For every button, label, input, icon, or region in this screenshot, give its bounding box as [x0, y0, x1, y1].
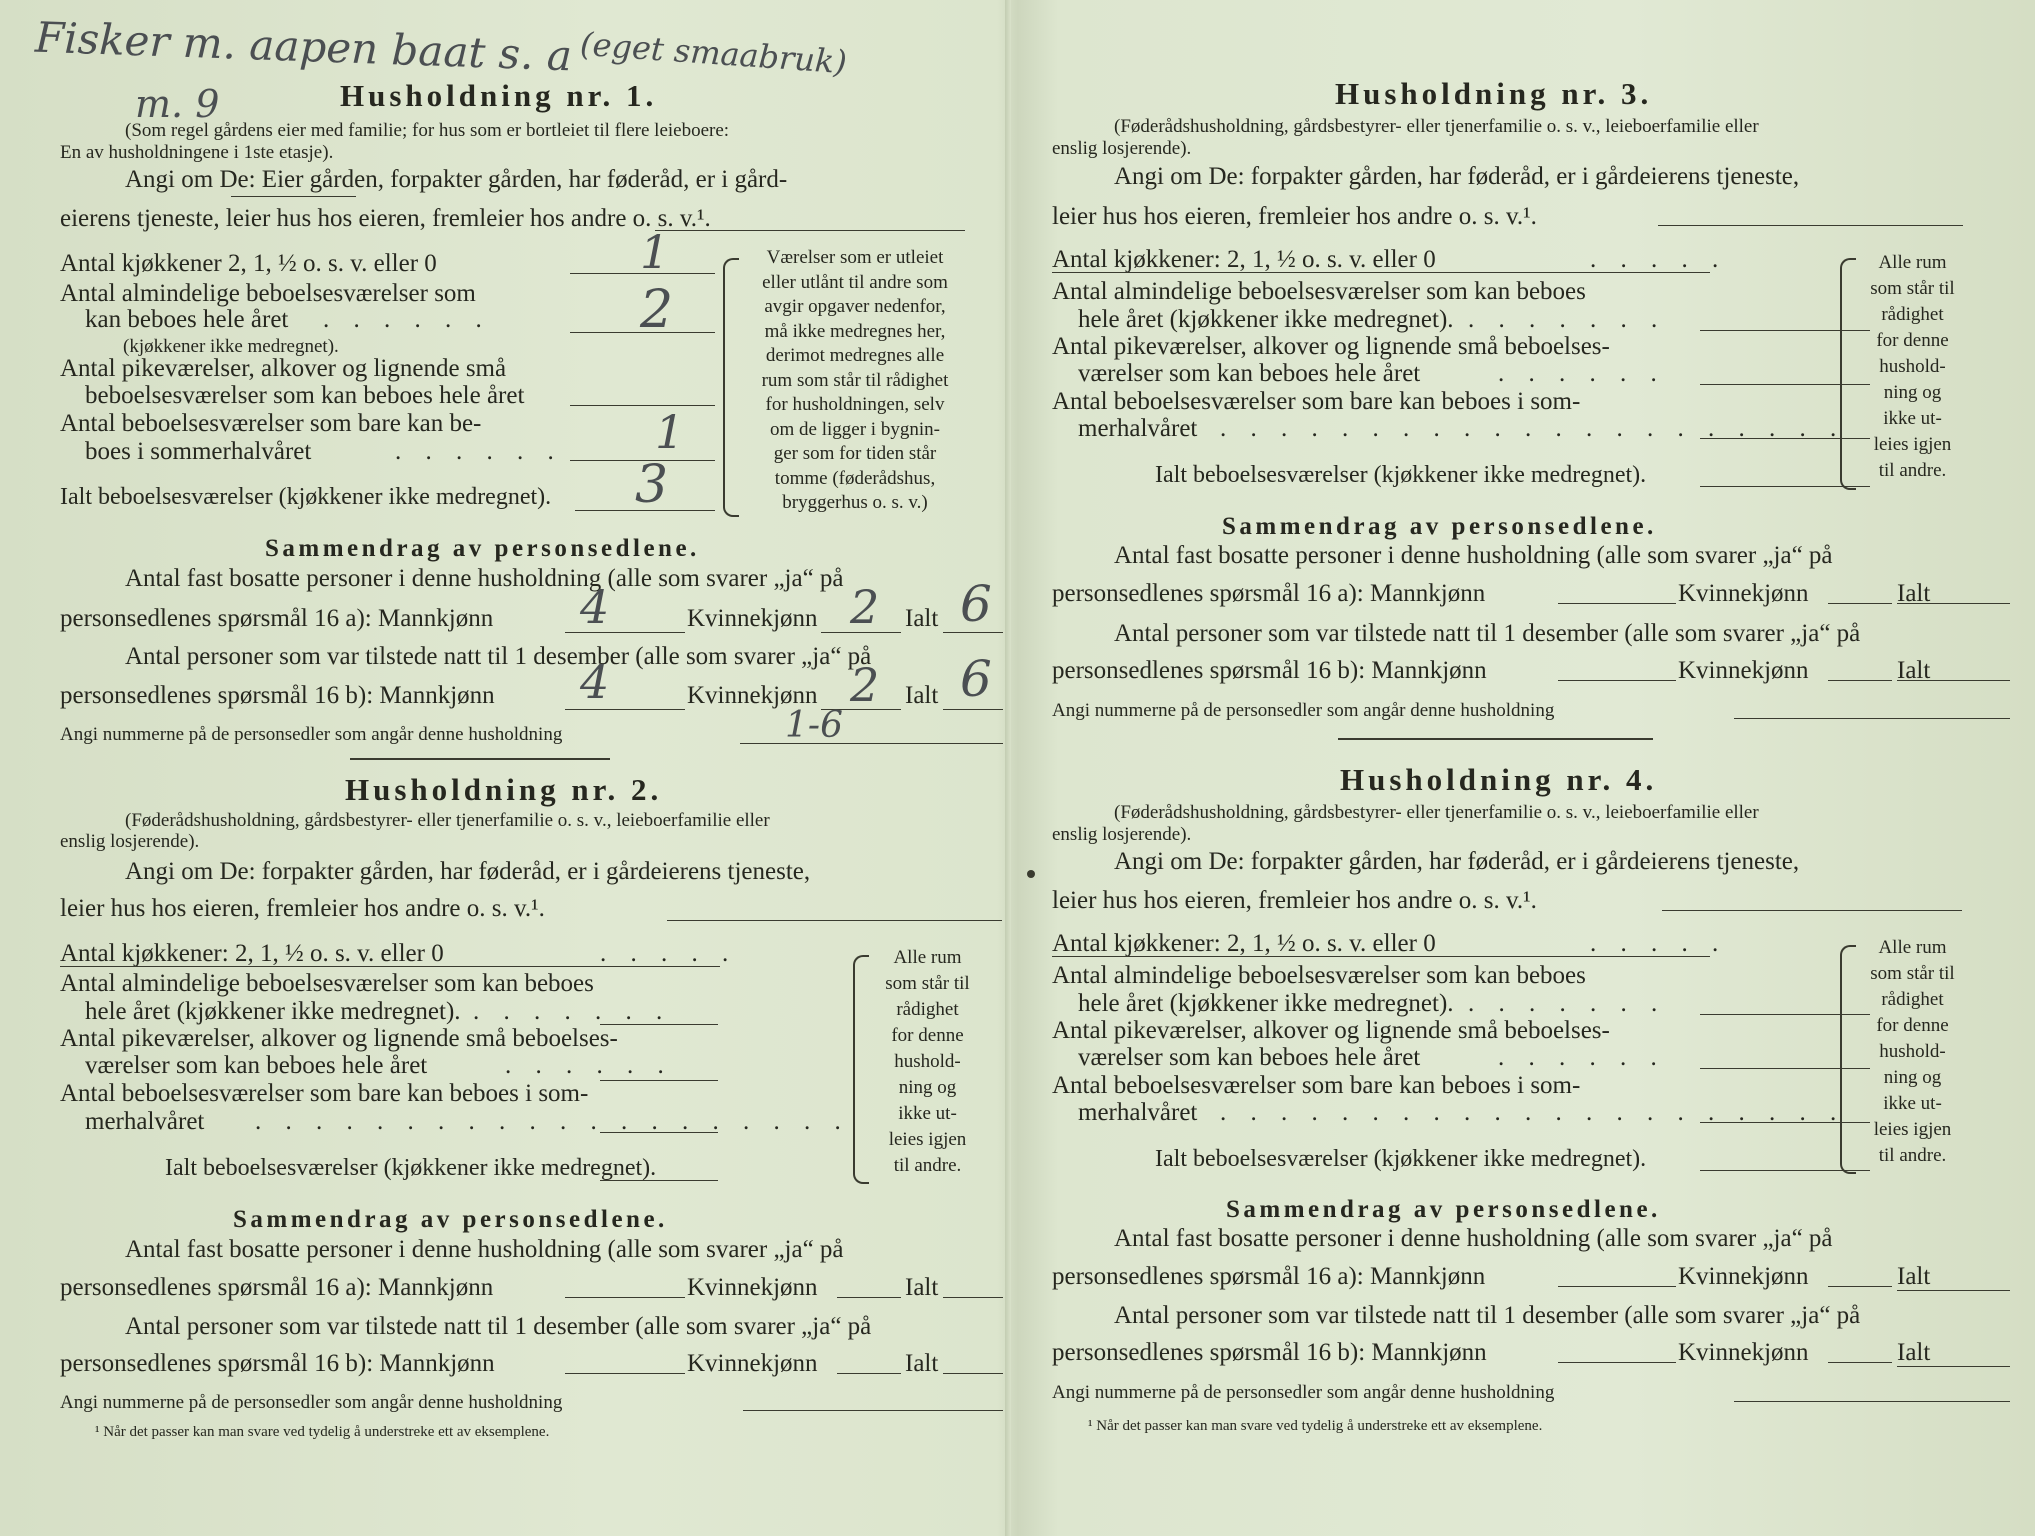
hh2-side-note-line: til andre. [893, 1155, 962, 1176]
hh3-small-label-1: Antal pikeværelser, alkover og lignende små beboelses- [1052, 333, 1610, 360]
hh2-note-1: (Føderådshusholdning, gårdsbestyrer- eller tjenerfamilie o. s. v., leieboerfamilie eller [125, 810, 770, 831]
hh1-side-note-line: må ikke medregnes her, [764, 320, 946, 342]
hh1-b-line-1: Antal personer som var tilstede natt til 1 desember (alle som svarer „ja“ på [125, 643, 872, 670]
hh2-small-label-2: værelser som kan beboes hele året [85, 1052, 428, 1079]
handwritten-mark: m. 9 [135, 82, 220, 126]
hh1-note-2: En av husholdningene i 1ste etasje). [60, 142, 334, 163]
hh4-a-female-label: Kvinnekjønn [1678, 1263, 1809, 1290]
hh3-small-label-2: værelser som kan beboes hele året [1078, 360, 1421, 387]
hh3-side-note-line: som står til [1870, 278, 1955, 299]
hh1-side-note-line: tomme (føderådshus, [774, 467, 936, 489]
hh3-a-female-line [1828, 603, 1892, 604]
hh1-b-total-line [943, 709, 1003, 710]
hh3-title: Husholdning nr. 3. [1335, 76, 1653, 111]
hh4-side-note [1850, 935, 1975, 1169]
hh1-separator [350, 758, 610, 760]
hh2-a-male-line [565, 1297, 685, 1298]
hh4-b-female-line [1828, 1362, 1892, 1363]
hh2-angi-2: leier hus hos eieren, fremleier hos andre o. s. v.¹. [60, 895, 545, 922]
hh4-kitchens-label: Antal kjøkkener: 2, 1, ½ o. s. v. eller 0 [1052, 930, 1436, 957]
hh3-b-female-label: Kvinnekjønn [1678, 657, 1809, 684]
hh3-side-note-line: Alle rum [1878, 252, 1947, 273]
hh4-side-note-line: leies igjen [1873, 1119, 1952, 1140]
hh4-numbers-label: Angi nummerne på de personsedler som angår denne husholdning [1052, 1382, 1555, 1403]
hh2-a-female-line [837, 1297, 901, 1298]
hh2-b-female-label: Kvinnekjønn [687, 1350, 818, 1377]
hh1-side-note-line: Værelser som er utleiet [766, 247, 944, 268]
hh4-b-male-line [1558, 1362, 1676, 1363]
hh1-a-line-2: personsedlenes spørsmål 16 a): Mannkjønn [60, 605, 494, 632]
hh4-a-line-1: Antal fast bosatte personer i denne husholdning (alle som svarer „ja“ på [1114, 1225, 1833, 1252]
hh2-rooms-line [600, 1024, 718, 1025]
hh3-angi-1: Angi om De: forpakter gården, har føderåd, er i gårdeierens tjeneste, [1114, 163, 1800, 190]
hh1-side-note-line: eller utlånt til andre som [762, 271, 948, 293]
hh3-rooms-label-2: hele året (kjøkkener ikke medregnet). [1078, 306, 1454, 333]
hh3-separator [1338, 738, 1653, 740]
hh2-side-note-line: leies igjen [888, 1129, 967, 1150]
hh4-angi-line [1662, 910, 1962, 911]
hh2-summer-label-1: Antal beboelsesværelser som bare kan beboes i som- [60, 1080, 589, 1107]
hh1-b-line-2: personsedlenes spørsmål 16 b): Mannkjønn [60, 682, 495, 709]
hh2-a-line-1: Antal fast bosatte personer i denne husholdning (alle som svarer „ja“ på [125, 1236, 844, 1263]
hh4-angi-1: Angi om De: forpakter gården, har føderåd, er i gårdeierens tjeneste, [1114, 848, 1800, 875]
hh1-small-label-1: Antal pikeværelser, alkover og lignende små [60, 355, 507, 382]
hh4-a-line-2: personsedlenes spørsmål 16 a): Mannkjønn [1052, 1263, 1486, 1290]
hh3-a-line-1: Antal fast bosatte personer i denne husholdning (alle som svarer „ja“ på [1114, 542, 1833, 569]
hh3-b-total-label: Ialt [1897, 657, 1931, 684]
hh2-footnote: ¹ Når det passer kan man svare ved tydelig å understreke ett av eksemplene. [95, 1424, 550, 1440]
hh4-side-note-line: til andre. [1878, 1145, 1947, 1166]
hh4-small-label-2: værelser som kan beboes hele året [1078, 1044, 1421, 1071]
hh3-side-note [1850, 250, 1975, 484]
hh1-a-total-value: 6 [960, 575, 992, 633]
hh2-b-male-line [565, 1373, 685, 1374]
hh3-small-dots: . . . . . . [1498, 360, 1666, 387]
hh1-side-note-line: for husholdningen, selv [765, 394, 945, 415]
hh2-b-female-line [837, 1373, 901, 1374]
hh4-summary-title: Sammendrag av personsedlene. [1226, 1196, 1661, 1223]
hh4-a-male-line [1558, 1286, 1676, 1287]
hh3-note-2: enslig losjerende). [1052, 138, 1192, 159]
hh4-b-line-2: personsedlenes spørsmål 16 b): Mannkjønn [1052, 1339, 1487, 1366]
hh4-rooms-dots: . . . . . . . [1468, 990, 1667, 1017]
hh3-angi-2: leier hus hos eieren, fremleier hos andre o. s. v.¹. [1052, 203, 1537, 230]
hh2-side-note-line: hushold- [894, 1051, 961, 1072]
hh4-footnote: ¹ Når det passer kan man svare ved tydelig å understreke ett av eksemplene. [1088, 1418, 1543, 1434]
hh4-b-total-line [1897, 1366, 2010, 1367]
hh2-numbers-line [743, 1410, 1003, 1411]
hh2-side-note-line: ning og [898, 1077, 957, 1098]
hh1-summer-dots: . . . . . . [395, 438, 563, 465]
hh3-summer-label-2: merhalvåret [1078, 415, 1198, 442]
hh3-side-note-line: til andre. [1878, 460, 1947, 481]
hh2-b-line-2: personsedlenes spørsmål 16 b): Mannkjønn [60, 1350, 495, 1377]
hh4-small-label-1: Antal pikeværelser, alkover og lignende små beboelses- [1052, 1017, 1610, 1044]
hh4-b-total-label: Ialt [1897, 1339, 1931, 1366]
hh4-kitchens-dots: . . . . . [1590, 930, 1728, 957]
hh4-note-2: enslig losjerende). [1052, 824, 1192, 845]
hh2-small-line [600, 1080, 718, 1081]
hh3-rooms-label-1: Antal almindelige beboelsesværelser som kan beboes [1052, 278, 1586, 305]
hh3-side-note-line: for denne [1876, 330, 1949, 351]
hh2-summer-label-2: merhalvåret [85, 1108, 205, 1135]
hh1-eier-underline [231, 196, 356, 197]
hh2-rooms-dots: . . . . . . . [473, 998, 672, 1025]
hh4-b-female-label: Kvinnekjønn [1678, 1339, 1809, 1366]
hh1-side-note-line: om de ligger i bygnin- [770, 418, 940, 440]
hh1-side-note-line: bryggerhus o. s. v.) [782, 492, 928, 513]
hh2-total-label: Ialt beboelsesværelser (kjøkkener ikke medregnet). [165, 1155, 657, 1181]
hh3-side-note-line: hushold- [1879, 356, 1946, 377]
hh1-side-note-line: ger som for tiden står [773, 443, 937, 464]
hh1-a-total-label: Ialt [905, 605, 939, 632]
hh2-note-2: enslig losjerende). [60, 831, 200, 852]
handwritten-occupation: Fisker m. aapen baat s. a [34, 12, 573, 81]
hh4-a-female-line [1828, 1286, 1892, 1287]
hh3-side-note-line: ikke ut- [1883, 408, 1942, 429]
hh4-a-total-label: Ialt [1897, 1263, 1931, 1290]
hh4-summer-label-2: merhalvåret [1078, 1099, 1198, 1126]
hh1-a-male-value: 4 [580, 580, 610, 634]
hh4-side-note-line: som står til [1870, 963, 1955, 984]
hh1-b-male-value: 4 [580, 655, 610, 709]
hh3-b-female-line [1828, 680, 1892, 681]
hh1-title: Husholdning nr. 1. [340, 78, 658, 113]
hh1-side-note-line: rum som står til rådighet [761, 369, 949, 391]
hh1-rooms-label-1: Antal almindelige beboelsesværelser som [60, 280, 476, 307]
hh1-rooms-dots: . . . . . . [323, 306, 491, 333]
hh2-a-total-label: Ialt [905, 1274, 939, 1301]
left-page [34, 0, 992, 1536]
hh2-angi-1: Angi om De: forpakter gården, har føderåd, er i gårdeierens tjeneste, [125, 858, 811, 885]
hh4-summer-dots: . . . . . . . . . . . . . . . . . . . . . [1220, 1099, 1846, 1126]
hh4-side-note-line: Alle rum [1878, 937, 1947, 958]
hh1-numbers-line [740, 743, 1003, 744]
hh3-note-1: (Føderådshusholdning, gårdsbestyrer- eller tjenerfamilie o. s. v., leieboerfamilie eller [1114, 116, 1759, 137]
hh2-kitchens-line [60, 966, 720, 967]
hh1-side-note-line: derimot medregnes alle [765, 345, 945, 366]
hh1-b-male-line [565, 709, 685, 710]
hh1-b-female-value: 2 [850, 658, 880, 712]
hh4-note-1: (Føderådshusholdning, gårdsbestyrer- eller tjenerfamilie o. s. v., leieboerfamilie eller [1114, 802, 1759, 823]
hh3-total-label: Ialt beboelsesværelser (kjøkkener ikke medregnet). [1155, 462, 1647, 488]
hh1-numbers-value: 1-6 [785, 705, 843, 746]
hh2-rooms-label-2: hele året (kjøkkener ikke medregnet). [85, 998, 461, 1025]
hh2-a-total-line [943, 1297, 1003, 1298]
hh1-rooms-label-2: kan beboes hele året [85, 306, 289, 333]
hh2-small-label-1: Antal pikeværelser, alkover og lignende små beboelses- [60, 1025, 618, 1052]
hh2-total-line [600, 1180, 718, 1181]
hh1-a-female-label: Kvinnekjønn [687, 605, 818, 632]
hh4-summer-label-1: Antal beboelsesværelser som bare kan beboes i som- [1052, 1072, 1581, 1099]
hh3-kitchens-line [1052, 272, 1710, 273]
hh1-summer-value: 1 [655, 405, 685, 459]
hh1-b-female-label: Kvinnekjønn [687, 682, 818, 709]
hh1-small-label-2: beboelsesværelser som kan beboes hele året [85, 382, 525, 409]
hh3-a-total-line [1897, 603, 2010, 604]
hh4-b-line-1: Antal personer som var tilstede natt til 1 desember (alle som svarer „ja“ på [1114, 1302, 1861, 1329]
handwritten-occupation-note: (eget smaabruk) [578, 24, 849, 82]
hh2-numbers-label: Angi nummerne på de personsedler som angår denne husholdning [60, 1392, 563, 1413]
hh3-a-male-line [1558, 603, 1676, 604]
hh3-kitchens-dots: . . . . . [1590, 246, 1728, 273]
hh3-a-total-label: Ialt [1897, 580, 1931, 607]
hh4-numbers-line [1734, 1401, 2010, 1402]
hh3-side-note-line: rådighet [1881, 304, 1944, 325]
hh2-side-note-line: for denne [891, 1025, 964, 1046]
hh2-summary-title: Sammendrag av personsedlene. [233, 1206, 668, 1233]
hh1-angi-1: Angi om De: Eier gården, forpakter gården, har føderåd, er i gård- [125, 166, 788, 193]
hh4-title: Husholdning nr. 4. [1340, 762, 1658, 797]
hh4-side-note-line: rådighet [1881, 989, 1944, 1010]
hh4-a-total-line [1897, 1290, 2010, 1291]
hh1-side-note [735, 246, 975, 516]
hh1-rooms-label-3: (kjøkkener ikke medregnet). [123, 336, 339, 357]
hh2-side-note-line: rådighet [896, 999, 959, 1020]
hh3-rooms-dots: . . . . . . . [1468, 306, 1667, 333]
hh1-summer-label-2: boes i sommerhalvåret [85, 438, 312, 465]
hh1-kitchens-value: 1 [640, 225, 670, 279]
hh4-angi-2: leier hus hos eieren, fremleier hos andre o. s. v.¹. [1052, 887, 1537, 914]
hh2-b-line-1: Antal personer som var tilstede natt til 1 desember (alle som svarer „ja“ på [125, 1313, 872, 1340]
page-fold [1005, 0, 1011, 1536]
hh2-a-female-label: Kvinnekjønn [687, 1274, 818, 1301]
hh1-side-note-line: avgir opgaver nedenfor, [764, 296, 946, 317]
hh1-b-total-label: Ialt [905, 682, 939, 709]
hh2-side-note-line: ikke ut- [898, 1103, 957, 1124]
hh1-angi-2: eierens tjeneste, leier hus hos eieren, fremleier hos andre o. s. v.¹. [60, 205, 711, 232]
hh3-a-line-2: personsedlenes spørsmål 16 a): Mannkjønn [1052, 580, 1486, 607]
hh3-b-total-line [1897, 680, 2010, 681]
hh3-numbers-label: Angi nummerne på de personsedler som angår denne husholdning [1052, 700, 1555, 721]
hh2-summer-dots: . . . . . . . . . . . . . . . . . . . . [255, 1108, 850, 1135]
hh3-kitchens-label: Antal kjøkkener: 2, 1, ½ o. s. v. eller 0 [1052, 246, 1436, 273]
hh2-rooms-label-1: Antal almindelige beboelsesværelser som kan beboes [60, 970, 594, 997]
hh2-side-note [865, 945, 990, 1179]
hh2-summer-line [600, 1132, 718, 1133]
hh1-note-1: (Som regel gårdens eier med familie; for hus som er bortleiet til flere leieboere: [125, 120, 730, 141]
right-page [1050, 0, 1965, 1536]
hh2-side-note-line: som står til [885, 973, 970, 994]
hh3-b-line-2: personsedlenes spørsmål 16 b): Mannkjønn [1052, 657, 1487, 684]
hh1-angi-line [655, 230, 965, 231]
hh4-rooms-label-2: hele året (kjøkkener ikke medregnet). [1078, 990, 1454, 1017]
hh4-kitchens-line [1052, 956, 1710, 957]
hh1-small-line [570, 405, 715, 406]
hh2-kitchens-dots: . . . . . [600, 940, 738, 967]
hh1-total-label: Ialt beboelsesværelser (kjøkkener ikke medregnet). [60, 484, 552, 510]
hh1-a-line-1: Antal fast bosatte personer i denne husholdning (alle som svarer „ja“ på [125, 565, 844, 592]
hh2-side-note-line: Alle rum [893, 947, 962, 968]
hh3-summer-dots: . . . . . . . . . . . . . . . . . . . . . [1220, 415, 1846, 442]
hh3-b-line-1: Antal personer som var tilstede natt til 1 desember (alle som svarer „ja“ på [1114, 620, 1861, 647]
hh2-a-line-2: personsedlenes spørsmål 16 a): Mannkjønn [60, 1274, 494, 1301]
hh3-side-note-line: ning og [1883, 382, 1942, 403]
hh1-a-female-value: 2 [850, 580, 880, 634]
hh2-angi-line [667, 920, 1002, 921]
hh4-side-note-line: ikke ut- [1883, 1093, 1942, 1114]
hh2-b-total-line [943, 1373, 1003, 1374]
hh2-small-dots: . . . . . . [505, 1052, 673, 1079]
hh3-side-note-line: leies igjen [1873, 434, 1952, 455]
hh4-side-note-line: ning og [1883, 1067, 1942, 1088]
hh1-rooms-value: 2 [640, 280, 674, 340]
hh3-summary-title: Sammendrag av personsedlene. [1222, 513, 1657, 540]
hh1-numbers-label: Angi nummerne på de personsedler som angår denne husholdning [60, 724, 563, 745]
hh4-small-dots: . . . . . . [1498, 1044, 1666, 1071]
hh2-b-total-label: Ialt [905, 1350, 939, 1377]
hh1-kitchens-label: Antal kjøkkener 2, 1, ½ o. s. v. eller 0 [60, 250, 437, 277]
hh1-summary-title: Sammendrag av personsedlene. [265, 535, 700, 562]
hh3-summer-label-1: Antal beboelsesværelser som bare kan beboes i som- [1052, 388, 1581, 415]
hh4-rooms-label-1: Antal almindelige beboelsesværelser som kan beboes [1052, 962, 1586, 989]
hh3-a-female-label: Kvinnekjønn [1678, 580, 1809, 607]
hh1-total-value: 3 [635, 455, 669, 515]
hh2-kitchens-label: Antal kjøkkener: 2, 1, ½ o. s. v. eller 0 [60, 940, 444, 967]
hh4-side-note-line: for denne [1876, 1015, 1949, 1036]
hh3-b-male-line [1558, 680, 1676, 681]
hh4-side-note-line: hushold- [1879, 1041, 1946, 1062]
stray-mark [1027, 870, 1035, 878]
hh4-total-label: Ialt beboelsesværelser (kjøkkener ikke medregnet). [1155, 1146, 1647, 1172]
hh1-summer-label-1: Antal beboelsesværelser som bare kan be- [60, 410, 482, 437]
hh1-b-total-value: 6 [960, 650, 992, 708]
hh3-angi-line [1658, 225, 1963, 226]
hh2-title: Husholdning nr. 2. [345, 772, 663, 807]
hh3-numbers-line [1734, 718, 2010, 719]
